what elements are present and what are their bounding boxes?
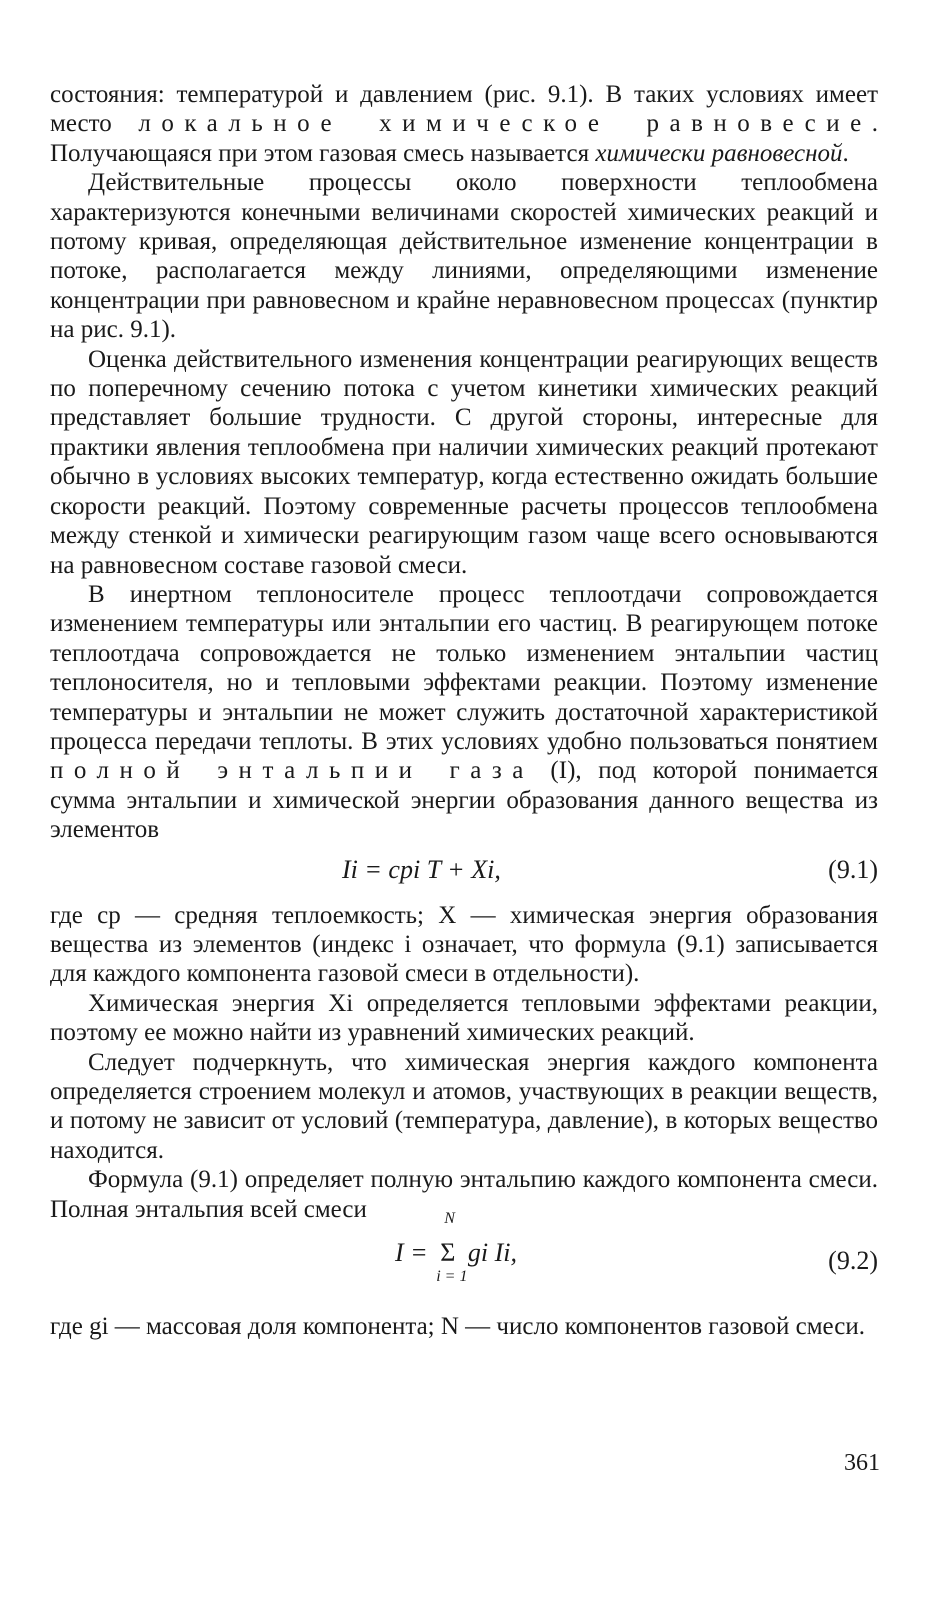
- text-run: В инертном теплоносителе процесс теплоотдачи сопровождается изменением температуры или энтальпии его частиц. В реагирующем потоке теплоотдача сопровождается не только изменением энтальпии частиц теплоносителя, но и тепловыми эффектами реакции. Поэтому изменение температуры и энтальпии не может служить достаточной характеристикой процесса передачи теплоты. В этих условиях удобно пользоваться понятием: [50, 580, 878, 755]
- paragraph-8: Формула (9.1) определяет полную энтальпию каждого компонента смеси. Полная энтальпия всей смеси: [50, 1166, 878, 1223]
- page-number: 361: [844, 1450, 880, 1476]
- paragraph-7: Следует подчеркнуть, что химическая энергия каждого компонента определяется строением молекул и атомов, участвующих в реакции веществ, и потому не зависит от условий (температура, давление), в которых вещество находится.: [50, 1048, 878, 1164]
- formula-number: (9.1): [828, 854, 878, 884]
- spaced-term: полной энтальпии газа: [50, 757, 534, 785]
- paragraph-2: Действительные процессы около поверхности теплообмена характеризуются конечными величинами скоростей химических реакций и потому кривая, определяющая действительное изменение концентрации в потоке, располагается между линиями, определяющими изменение концентрации при равновесном и крайне неравновесном процессах (пунктир на рис. 9.1).: [50, 169, 878, 344]
- text-run: (I), под которой понимается сумма энтальпии и химической энергии образования данного вещества из элементов: [50, 757, 878, 844]
- sum-upper-limit: N: [444, 1210, 455, 1228]
- paragraph-6: Химическая энергия Xi определяется тепловыми эффектами реакции, поэтому ее можно найти из уравнений химических реакций.: [50, 989, 878, 1047]
- paragraph-3: Оценка действительного изменения концентрации реагирующих веществ по поперечному сечению потока с учетом кинетики химических реакций представляет большие трудности. С другой стороны, интересные для практики явления теплообмена при наличии химических реакций протекают обычно в условиях высоких температур, когда естественно ожидать большие скорости реакций. Поэтому современные расчеты процессов теплообмена между стенкой и химически реагирующим газом чаще всего основываются на равновесном составе газовой смеси.: [50, 345, 878, 579]
- italic-term: химически равновесной: [595, 139, 843, 167]
- page-body: [50, 80, 878, 1341]
- formula-expression: [395, 1210, 517, 1286]
- text-run: состояния: температурой и давлением (рис. 9.1). В таких условиях имеет место: [50, 81, 878, 138]
- formula-expression: Ii = cpi T + Xi,: [342, 854, 501, 884]
- paragraph-4: [50, 580, 878, 845]
- formula-lhs: I =: [395, 1238, 428, 1268]
- paragraph-1: [50, 80, 878, 168]
- text-run: . Получающаяся при этом газовая смесь называется: [50, 110, 878, 167]
- paragraph-9: где gi — массовая доля компонента; N — число компонентов газовой смеси.: [50, 1313, 866, 1341]
- formula-9-1: [50, 845, 878, 901]
- paragraph-5: где cp — средняя теплоемкость; X — химическая энергия образования вещества из элементов (индекс i означает, что формула (9.1) записывается для каждого компонента газовой смеси в отдельности).: [50, 901, 878, 988]
- summation-sign: [436, 1210, 468, 1286]
- spaced-term: локальное химическое равновесие: [138, 110, 872, 138]
- sum-lower-limit: i = 1: [436, 1268, 468, 1286]
- sigma-symbol: Σ: [440, 1238, 456, 1268]
- text-run: .: [842, 139, 849, 167]
- formula-9-2: [50, 1210, 878, 1312]
- formula-number: (9.2): [828, 1246, 878, 1276]
- formula-rhs: gi Ii,: [467, 1238, 517, 1268]
